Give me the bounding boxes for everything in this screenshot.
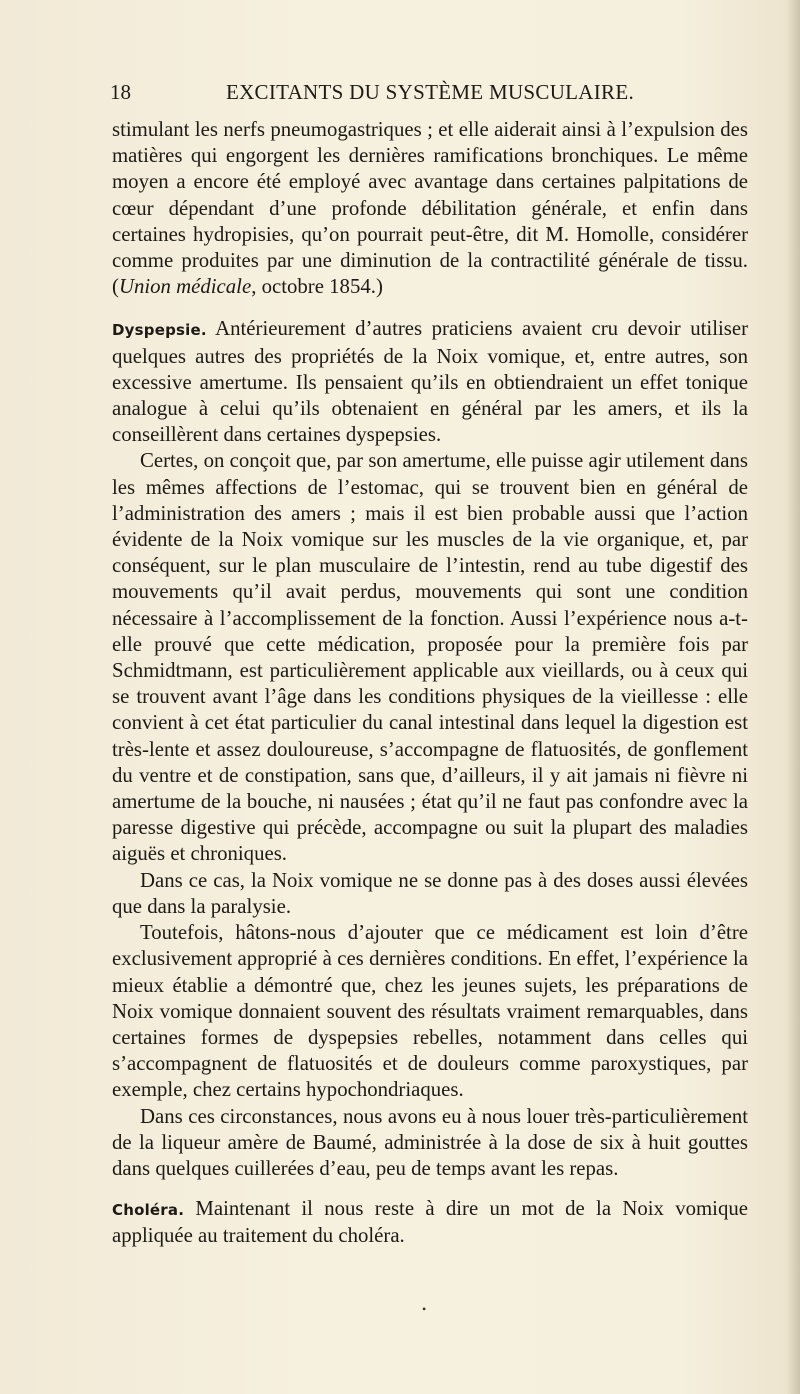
paragraph: Toutefois, hâtons-nous d’ajouter que ce médicament est loin d’être exclusivement approprié à ces dernières conditions. En effet, l’expérience la mieux établie a démontré que, chez les jeunes sujets, les préparations de Noix vomique donnaient souvent des résultats vraiment remarquables, dans certaines formes de dyspepsies rebelles, notamment dans celles qui s’accompagnent de flatuosités et de douleurs comme paroxystiques, par exemple, chez certains hypochondriaques.	[112, 921, 748, 1102]
paragraph-continuation	[112, 117, 748, 300]
body-text	[112, 117, 748, 1250]
paragraph: Dans ces circonstances, nous avons eu à nous louer très-particulièrement de la liqueur amère de Baumé, administrée à la dose de six à huit gouttes dans quelques cuillerées d’eau, peu de temps avant les repas.	[112, 1104, 748, 1180]
citation-journal: Union médicale	[118, 275, 252, 299]
paragraph-cholera	[112, 1196, 748, 1249]
paragraph: Certes, on conçoit que, par son amertume, elle puisse agir utilement dans les mêmes affections de l’estomac, qui se trouvent bien en général de l’administration des amers ; mais il est bien probable aussi que l’action évidente de la Noix vomique sur les muscles de la vie organique, et, par conséquent, sur le plan musculaire de l’intestin, rend au tube digestif des mouvements qu’il avait perdus, mouvements qui sont une condition nécessaire à l’accomplissement de la fonction. Aussi l’expérience nous a-t-elle prouvé que cette médication, proposée pour la première fois par Schmidtmann, est particulièrement applicable aux vieillards, ou à ceux qui se trouvent avant l’âge dans les conditions physiques de la vieillesse : elle convient à cet état particulier du canal intestinal dans lequel la digestion est très-lente et assez douloureuse, s’accompagne de flatuosités, de gonflement du ventre et de constipation, sans que, d’ailleurs, il y ait jamais ni fièvre ni amertume de la bouche, ni nausées ; état qu’il ne faut pas confondre avec la paresse digestive qui précède, accompagne ou suit la plupart des maladies aiguës et chroniques.	[112, 449, 748, 866]
paragraph-text: stimulant les nerfs pneumogastriques ; et elle aiderait ainsi à l’expulsion des matières qui engorgent les dernières ramifications bronchiques. Le même moyen a encore été employé avec avantage dans certaines palpitations de cœur dépendant d’une profonde débilitation générale, et enfin dans certaines hydropisies, qu’on pourrait peut-être, dit M. Homolle, considérer comme produites par une diminution de la contractilité générale de tissu. (	[112, 118, 748, 299]
running-head: EXCITANTS DU SYSTÈME MUSCULAIRE.	[225, 80, 635, 104]
page-edge-shadow	[786, 0, 800, 1394]
page-number: 18	[110, 80, 131, 104]
paragraph-dyspepsie	[112, 316, 748, 448]
paragraph: Dans ce cas, la Noix vomique ne se donne pas à des doses aussi élevées que dans la paralysie.	[112, 868, 748, 918]
paragraph-text: Antérieurement d’autres praticiens avaient cru devoir utiliser quelques autres des propriétés de la Noix vomique, et, entre autres, son excessive amertume. Ils pensaient qu’ils en obtiendraient un effet tonique analogue à celui qu’ils obtenaient en général par les amers, et ils la conseillèrent dans certaines dyspepsies.	[112, 317, 748, 447]
page-header	[110, 80, 750, 104]
citation-date: , octobre 1854.)	[251, 275, 383, 299]
section-heading-dyspepsie: Dyspepsie.	[112, 321, 207, 340]
print-speck: •	[422, 1302, 427, 1316]
paragraph-text: Maintenant il nous reste à dire un mot de la Noix vomique appliquée au traitement du choléra.	[112, 1197, 748, 1248]
section-heading-cholera: Choléra.	[112, 1201, 185, 1220]
